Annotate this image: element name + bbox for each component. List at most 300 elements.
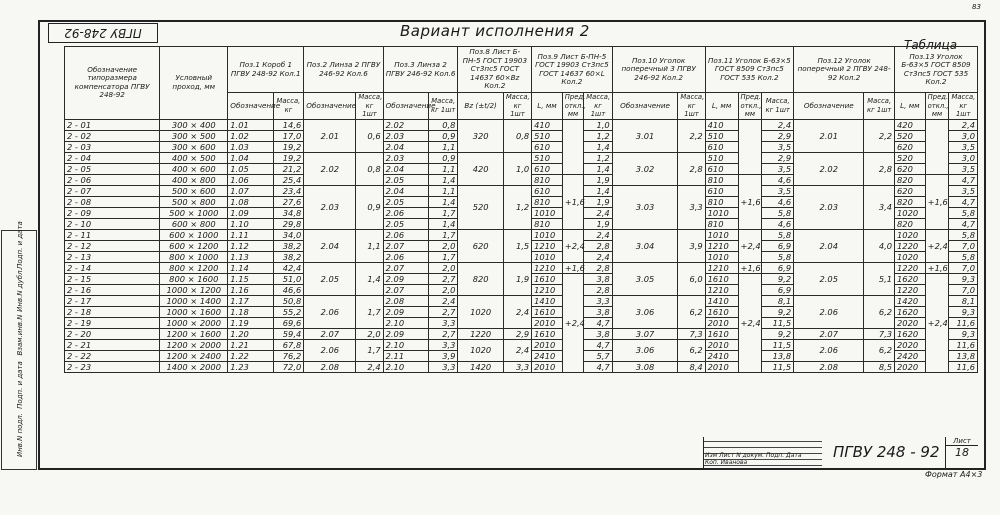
corner-number: 83 xyxy=(972,3,981,11)
group-mass: 1,0 xyxy=(503,152,531,185)
poz9-length: 610 xyxy=(532,141,563,152)
poz1-designation: 1.11 xyxy=(228,229,273,240)
designation-cell: 2 - 22 xyxy=(65,350,160,361)
group-cell: 2.05 xyxy=(794,262,864,295)
header-poz3: Поз.3 Линза 2 ПГВУ 246-92 Кол.6 xyxy=(383,47,458,93)
designation-cell: 2 - 12 xyxy=(65,240,160,251)
poz9-length: 610 xyxy=(532,163,563,174)
designation-cell: 2 - 01 xyxy=(65,119,160,130)
poz11-length: 1610 xyxy=(705,328,738,339)
poz13-mass: 13,8 xyxy=(949,350,978,361)
poz1-designation: 1.09 xyxy=(228,207,273,218)
poz3-designation: 2.07 xyxy=(383,284,428,295)
poz9-length: 510 xyxy=(532,130,563,141)
poz3-mass: 2,4 xyxy=(428,295,458,306)
group-cell: 820 xyxy=(458,262,503,295)
group-cell: 2.01 xyxy=(794,119,864,152)
poz3-designation: 2.07 xyxy=(383,262,428,273)
nominal-size-cell: 800 × 1200 xyxy=(160,262,228,273)
group-cell: 1420 xyxy=(458,361,503,372)
designation-cell: 2 - 05 xyxy=(65,163,160,174)
header-poz9: Поз.9 Лист Б-ПН-5 ГОСТ 19903 Ст3пс5 ГОСТ 14637 60×L Кол.2 xyxy=(532,47,613,93)
nominal-size-cell: 1400 × 2000 xyxy=(160,361,228,372)
group-cell: 2.06 xyxy=(304,339,356,361)
poz13-length: 2020 xyxy=(895,361,926,372)
poz1-designation: 1.08 xyxy=(228,196,273,207)
group-mass: 2,8 xyxy=(864,152,895,185)
header-poz13: Поз.13 Уголок Б-63×5 ГОСТ 8509 Ст3пс5 ГОСТ 535 Кол.2 xyxy=(895,47,978,93)
poz1-designation: 1.21 xyxy=(228,339,273,350)
group-cell: 3.01 xyxy=(612,119,678,152)
poz1-mass: 27,6 xyxy=(273,196,304,207)
poz9-mass: 2,4 xyxy=(584,229,612,240)
group-mass: 1,7 xyxy=(356,295,383,328)
poz9-mass: 3,8 xyxy=(584,306,612,317)
poz9-length: 410 xyxy=(532,119,563,130)
designation-cell: 2 - 13 xyxy=(65,251,160,262)
poz9-length: 810 xyxy=(532,196,563,207)
group-cell: 1020 xyxy=(458,339,503,361)
nominal-size-cell: 1200 × 1600 xyxy=(160,328,228,339)
poz11-length: 510 xyxy=(705,152,738,163)
header-poz11: Поз.11 Уголок Б-63×5 ГОСТ 8509 Ст3пс5 ГОСТ 535 Кол.2 xyxy=(705,47,793,93)
group-mass: 6,2 xyxy=(864,295,895,328)
poz9-length: 1010 xyxy=(532,251,563,262)
poz9-mass: 4,7 xyxy=(584,339,612,350)
nominal-size-cell: 1000 × 2000 xyxy=(160,317,228,328)
group-cell: 2.05 xyxy=(304,262,356,295)
subheader: Пред. откл., мм xyxy=(738,93,762,120)
group-mass: 7,3 xyxy=(864,328,895,339)
group-mass: 1,7 xyxy=(356,339,383,361)
poz3-mass: 3,3 xyxy=(428,361,458,372)
designation-cell: 2 - 07 xyxy=(65,185,160,196)
group-cell: 2.02 xyxy=(304,152,356,185)
table-row xyxy=(65,328,978,339)
poz13-mass: 9,3 xyxy=(949,328,978,339)
group-mass: 6,2 xyxy=(864,339,895,361)
group-mass: 2,4 xyxy=(356,361,383,372)
poz9-length: 1210 xyxy=(532,284,563,295)
group-cell: 2.06 xyxy=(794,339,864,361)
poz3-designation: 2.09 xyxy=(383,273,428,284)
poz3-mass: 1,4 xyxy=(428,174,458,185)
poz3-mass: 2,0 xyxy=(428,284,458,295)
table-row xyxy=(65,152,978,163)
side-label: Инв.N подл. xyxy=(16,412,24,458)
poz1-mass: 19,2 xyxy=(273,152,304,163)
poz9-length: 2410 xyxy=(532,350,563,361)
tolerance-cell: +1,6 xyxy=(925,262,949,273)
designation-cell: 2 - 20 xyxy=(65,328,160,339)
poz1-designation: 1.05 xyxy=(228,163,273,174)
group-cell: 420 xyxy=(458,152,503,185)
poz9-mass: 1,2 xyxy=(584,130,612,141)
poz11-length: 1610 xyxy=(705,273,738,284)
group-cell: 2.03 xyxy=(304,185,356,229)
poz3-mass: 2,0 xyxy=(428,262,458,273)
tolerance-cell: +1,6 xyxy=(738,262,762,273)
poz3-designation: 2.04 xyxy=(383,141,428,152)
format-label: Формат А4×3 xyxy=(925,470,983,479)
poz11-mass: 2,9 xyxy=(762,130,794,141)
group-mass: 2,2 xyxy=(864,119,895,152)
poz11-mass: 3,5 xyxy=(762,185,794,196)
poz11-mass: 4,6 xyxy=(762,196,794,207)
poz9-mass: 1,0 xyxy=(584,119,612,130)
nominal-size-cell: 1000 × 1200 xyxy=(160,284,228,295)
poz1-designation: 1.16 xyxy=(228,284,273,295)
poz11-length: 610 xyxy=(705,163,738,174)
poz13-length: 820 xyxy=(895,196,926,207)
poz1-mass: 59,4 xyxy=(273,328,304,339)
poz9-length: 2010 xyxy=(532,317,563,328)
poz13-length: 1020 xyxy=(895,229,926,240)
group-cell: 520 xyxy=(458,185,503,229)
subheader: Масса, кг 1шт xyxy=(949,93,978,120)
poz11-length: 2010 xyxy=(705,361,738,372)
poz13-length: 1420 xyxy=(895,295,926,306)
poz13-mass: 3,0 xyxy=(949,152,978,163)
subheader: Обозначение xyxy=(304,93,356,120)
group-cell: 2.08 xyxy=(304,361,356,372)
poz9-length: 1010 xyxy=(532,207,563,218)
header-poz8: Поз.8 Лист Б-ПН-5 ГОСТ 19903 Ст3пс5 ГОСТ 14637 60×Bz Кол.2 xyxy=(458,47,532,93)
poz11-mass: 11,5 xyxy=(762,339,794,350)
group-mass: 3,3 xyxy=(503,361,531,372)
poz3-designation: 2.02 xyxy=(383,119,428,130)
poz11-length: 610 xyxy=(705,185,738,196)
poz9-mass: 2,8 xyxy=(584,262,612,273)
subheader: Обозначение xyxy=(383,93,428,120)
page-title: Вариант исполнения 2 xyxy=(400,22,590,40)
group-mass: 6,2 xyxy=(678,295,705,328)
side-label: Подп. и дата xyxy=(16,361,24,409)
nominal-size-cell: 500 × 800 xyxy=(160,196,228,207)
poz11-mass: 9,2 xyxy=(762,328,794,339)
poz3-mass: 0,8 xyxy=(428,119,458,130)
poz13-length: 1220 xyxy=(895,240,926,251)
poz3-mass: 0,9 xyxy=(428,152,458,163)
poz1-mass: 19,2 xyxy=(273,141,304,152)
poz3-mass: 1,4 xyxy=(428,196,458,207)
poz1-mass: 76,2 xyxy=(273,350,304,361)
poz1-mass: 14,6 xyxy=(273,119,304,130)
poz13-length: 1220 xyxy=(895,262,926,273)
table-row xyxy=(65,262,978,273)
poz13-mass: 8,1 xyxy=(949,295,978,306)
group-mass: 1,4 xyxy=(356,262,383,295)
poz11-length: 510 xyxy=(705,130,738,141)
group-cell: 3.07 xyxy=(612,328,678,339)
poz9-length: 1010 xyxy=(532,229,563,240)
poz13-mass: 3,5 xyxy=(949,163,978,174)
poz1-designation: 1.22 xyxy=(228,350,273,361)
nominal-size-cell: 500 × 1000 xyxy=(160,207,228,218)
header-oboz: Обозначение типоразмера компенсатора ПГВУ 248-92 xyxy=(65,47,160,120)
subheader: L, мм xyxy=(895,93,926,120)
designation-cell: 2 - 16 xyxy=(65,284,160,295)
subheader: Обозначение xyxy=(228,93,273,120)
poz13-length: 1220 xyxy=(895,284,926,295)
group-cell: 3.06 xyxy=(612,339,678,361)
nominal-size-cell: 500 × 600 xyxy=(160,185,228,196)
nominal-size-cell: 600 × 800 xyxy=(160,218,228,229)
group-mass: 0,9 xyxy=(356,185,383,229)
poz1-designation: 1.04 xyxy=(228,152,273,163)
nominal-size-cell: 800 × 1600 xyxy=(160,273,228,284)
poz3-designation: 2.03 xyxy=(383,130,428,141)
poz13-length: 2020 xyxy=(895,339,926,350)
rotated-stamp-code: ПГВУ 248-92 xyxy=(48,23,158,43)
header-poz1: Поз.1 Короб 1 ПГВУ 248-92 Кол.1 xyxy=(228,47,304,93)
poz13-length: 820 xyxy=(895,174,926,185)
poz11-mass: 5,8 xyxy=(762,207,794,218)
poz3-mass: 2,7 xyxy=(428,273,458,284)
subheader: Пред. откл., мм xyxy=(925,93,949,120)
designation-cell: 2 - 04 xyxy=(65,152,160,163)
poz13-mass: 3,5 xyxy=(949,141,978,152)
poz13-mass: 4,7 xyxy=(949,218,978,229)
group-cell: 2.04 xyxy=(304,229,356,262)
poz9-length: 610 xyxy=(532,185,563,196)
nominal-size-cell: 800 × 1000 xyxy=(160,251,228,262)
poz1-mass: 72,0 xyxy=(273,361,304,372)
nominal-size-cell: 400 × 600 xyxy=(160,163,228,174)
group-cell: 320 xyxy=(458,119,503,152)
poz3-designation: 2.10 xyxy=(383,361,428,372)
poz13-length: 2420 xyxy=(895,350,926,361)
tolerance-cell: +1,6 xyxy=(925,174,949,229)
specification-table xyxy=(64,46,978,373)
header-poz2: Поз.2 Линза 2 ПГВУ 246-92 Кол.6 xyxy=(304,47,383,93)
poz13-length: 520 xyxy=(895,130,926,141)
poz1-mass: 38,2 xyxy=(273,240,304,251)
poz1-mass: 38,2 xyxy=(273,251,304,262)
designation-cell: 2 - 03 xyxy=(65,141,160,152)
group-mass: 2,4 xyxy=(503,295,531,328)
poz3-designation: 2.09 xyxy=(383,328,428,339)
poz1-mass: 69,6 xyxy=(273,317,304,328)
poz11-length: 1410 xyxy=(705,295,738,306)
poz11-length: 1210 xyxy=(705,284,738,295)
poz9-mass: 2,4 xyxy=(584,251,612,262)
table-row xyxy=(65,339,978,350)
poz13-length: 820 xyxy=(895,218,926,229)
group-mass: 6,2 xyxy=(678,339,705,361)
poz9-length: 1210 xyxy=(532,240,563,251)
poz13-length: 1020 xyxy=(895,207,926,218)
poz3-mass: 1,1 xyxy=(428,141,458,152)
group-mass: 2,8 xyxy=(678,152,705,185)
poz13-length: 1020 xyxy=(895,251,926,262)
table-label: Таблица xyxy=(904,38,958,52)
poz3-mass: 1,7 xyxy=(428,251,458,262)
tolerance-cell: +2,4 xyxy=(738,273,762,372)
nominal-size-cell: 1200 × 2400 xyxy=(160,350,228,361)
poz3-mass: 3,3 xyxy=(428,317,458,328)
poz13-mass: 3,5 xyxy=(949,185,978,196)
poz11-length: 2010 xyxy=(705,339,738,350)
group-mass: 6,0 xyxy=(678,262,705,295)
poz1-designation: 1.12 xyxy=(228,240,273,251)
poz13-length: 620 xyxy=(895,141,926,152)
group-cell: 2.03 xyxy=(794,185,864,229)
poz13-length: 420 xyxy=(895,119,926,130)
poz9-length: 510 xyxy=(532,152,563,163)
poz1-designation: 1.15 xyxy=(228,273,273,284)
poz1-mass: 25,4 xyxy=(273,174,304,185)
poz13-mass: 4,7 xyxy=(949,174,978,185)
poz11-length: 810 xyxy=(705,174,738,185)
table-row xyxy=(65,295,978,306)
poz1-mass: 50,8 xyxy=(273,295,304,306)
table-row xyxy=(65,185,978,196)
group-mass: 1,1 xyxy=(356,229,383,262)
poz11-mass: 5,8 xyxy=(762,251,794,262)
poz11-length: 1610 xyxy=(705,306,738,317)
poz3-mass: 3,9 xyxy=(428,350,458,361)
poz9-length: 1610 xyxy=(532,273,563,284)
poz1-designation: 1.14 xyxy=(228,262,273,273)
poz9-length: 810 xyxy=(532,174,563,185)
poz11-length: 810 xyxy=(705,196,738,207)
poz3-designation: 2.07 xyxy=(383,240,428,251)
poz11-mass: 8,1 xyxy=(762,295,794,306)
sheet-label: Лист xyxy=(953,437,971,445)
title-block xyxy=(703,437,978,469)
poz3-mass: 2,0 xyxy=(428,240,458,251)
subheader: Обозначение xyxy=(612,93,678,120)
side-label: Взам.инв.N xyxy=(16,314,24,356)
poz3-designation: 2.06 xyxy=(383,229,428,240)
poz3-mass: 3,3 xyxy=(428,339,458,350)
poz9-length: 1410 xyxy=(532,295,563,306)
table-row xyxy=(65,229,978,240)
poz11-mass: 6,9 xyxy=(762,262,794,273)
poz3-mass: 1,7 xyxy=(428,229,458,240)
group-cell: 2.02 xyxy=(794,152,864,185)
subheader: Масса, кг 1шт xyxy=(503,93,531,120)
group-mass: 1,5 xyxy=(503,229,531,262)
poz3-designation: 2.08 xyxy=(383,295,428,306)
subheader: Масса, кг 1шт xyxy=(428,93,458,120)
poz13-mass: 11,6 xyxy=(949,361,978,372)
nominal-size-cell: 600 × 1000 xyxy=(160,229,228,240)
poz11-mass: 11,5 xyxy=(762,361,794,372)
poz13-length: 1620 xyxy=(895,306,926,317)
poz1-designation: 1.13 xyxy=(228,251,273,262)
header-dn: Условный проход, мм xyxy=(160,47,228,120)
poz9-length: 2010 xyxy=(532,339,563,350)
poz11-mass: 2,9 xyxy=(762,152,794,163)
poz13-mass: 9,3 xyxy=(949,306,978,317)
poz13-length: 520 xyxy=(895,152,926,163)
designation-cell: 2 - 14 xyxy=(65,262,160,273)
poz3-mass: 1,1 xyxy=(428,185,458,196)
poz13-mass: 7,0 xyxy=(949,240,978,251)
poz11-length: 610 xyxy=(705,141,738,152)
poz11-mass: 13,8 xyxy=(762,350,794,361)
group-cell: 2.08 xyxy=(794,361,864,372)
poz9-mass: 1,9 xyxy=(584,174,612,185)
group-mass: 2,9 xyxy=(503,328,531,339)
poz13-length: 620 xyxy=(895,163,926,174)
poz11-length: 1210 xyxy=(705,262,738,273)
group-cell: 3.08 xyxy=(612,361,678,372)
poz11-mass: 9,2 xyxy=(762,306,794,317)
poz9-mass: 1,4 xyxy=(584,185,612,196)
poz9-length: 1210 xyxy=(532,262,563,273)
poz9-length: 1610 xyxy=(532,328,563,339)
poz3-designation: 2.03 xyxy=(383,152,428,163)
designation-cell: 2 - 23 xyxy=(65,361,160,372)
poz11-mass: 3,5 xyxy=(762,163,794,174)
poz11-mass: 2,4 xyxy=(762,119,794,130)
designation-cell: 2 - 19 xyxy=(65,317,160,328)
title-block-labels: Изм Лист N докум. Подп. Дата Коп. Иванова xyxy=(705,452,802,466)
poz1-designation: 1.03 xyxy=(228,141,273,152)
designation-cell: 2 - 21 xyxy=(65,339,160,350)
poz9-mass: 1,2 xyxy=(584,152,612,163)
nominal-size-cell: 400 × 500 xyxy=(160,152,228,163)
poz9-mass: 2,8 xyxy=(584,240,612,251)
poz1-mass: 34,0 xyxy=(273,229,304,240)
table-row xyxy=(65,361,978,372)
poz11-length: 810 xyxy=(705,218,738,229)
poz1-designation: 1.06 xyxy=(228,174,273,185)
poz1-mass: 29,8 xyxy=(273,218,304,229)
group-cell: 3.05 xyxy=(612,262,678,295)
poz9-mass: 1,4 xyxy=(584,163,612,174)
group-cell: 2.04 xyxy=(794,229,864,262)
poz9-length: 2010 xyxy=(532,361,563,372)
sheet-number: 18 xyxy=(946,445,978,459)
poz3-designation: 2.11 xyxy=(383,350,428,361)
nominal-size-cell: 300 × 600 xyxy=(160,141,228,152)
poz1-mass: 67,8 xyxy=(273,339,304,350)
designation-cell: 2 - 06 xyxy=(65,174,160,185)
group-cell: 620 xyxy=(458,229,503,262)
poz13-mass: 11,6 xyxy=(949,339,978,350)
poz11-length: 2410 xyxy=(705,350,738,361)
group-mass: 3,3 xyxy=(678,185,705,229)
table-row xyxy=(65,119,978,130)
tolerance-cell: +2,4 xyxy=(925,273,949,372)
nominal-size-cell: 600 × 1200 xyxy=(160,240,228,251)
poz1-designation: 1.07 xyxy=(228,185,273,196)
group-mass: 3,4 xyxy=(864,185,895,229)
designation-cell: 2 - 09 xyxy=(65,207,160,218)
poz13-mass: 11,6 xyxy=(949,317,978,328)
tolerance-cell: +2,4 xyxy=(562,229,584,262)
group-cell: 2.07 xyxy=(304,328,356,339)
tolerance-cell xyxy=(738,119,762,174)
tolerance-cell xyxy=(925,119,949,174)
sheet-cell xyxy=(945,437,978,469)
subheader: Масса, кг 1шт xyxy=(864,93,895,120)
poz3-mass: 2,7 xyxy=(428,328,458,339)
poz3-mass: 1,7 xyxy=(428,207,458,218)
header-poz12: Поз.12 Уголок поперечный 2 ПГВУ 248-92 Кол.2 xyxy=(794,47,895,93)
poz3-mass: 1,1 xyxy=(428,163,458,174)
poz1-mass: 42,4 xyxy=(273,262,304,273)
poz3-designation: 2.05 xyxy=(383,196,428,207)
poz9-mass: 1,4 xyxy=(584,141,612,152)
poz9-length: 1610 xyxy=(532,306,563,317)
poz3-designation: 2.04 xyxy=(383,163,428,174)
subheader: Масса, кг xyxy=(273,93,304,120)
